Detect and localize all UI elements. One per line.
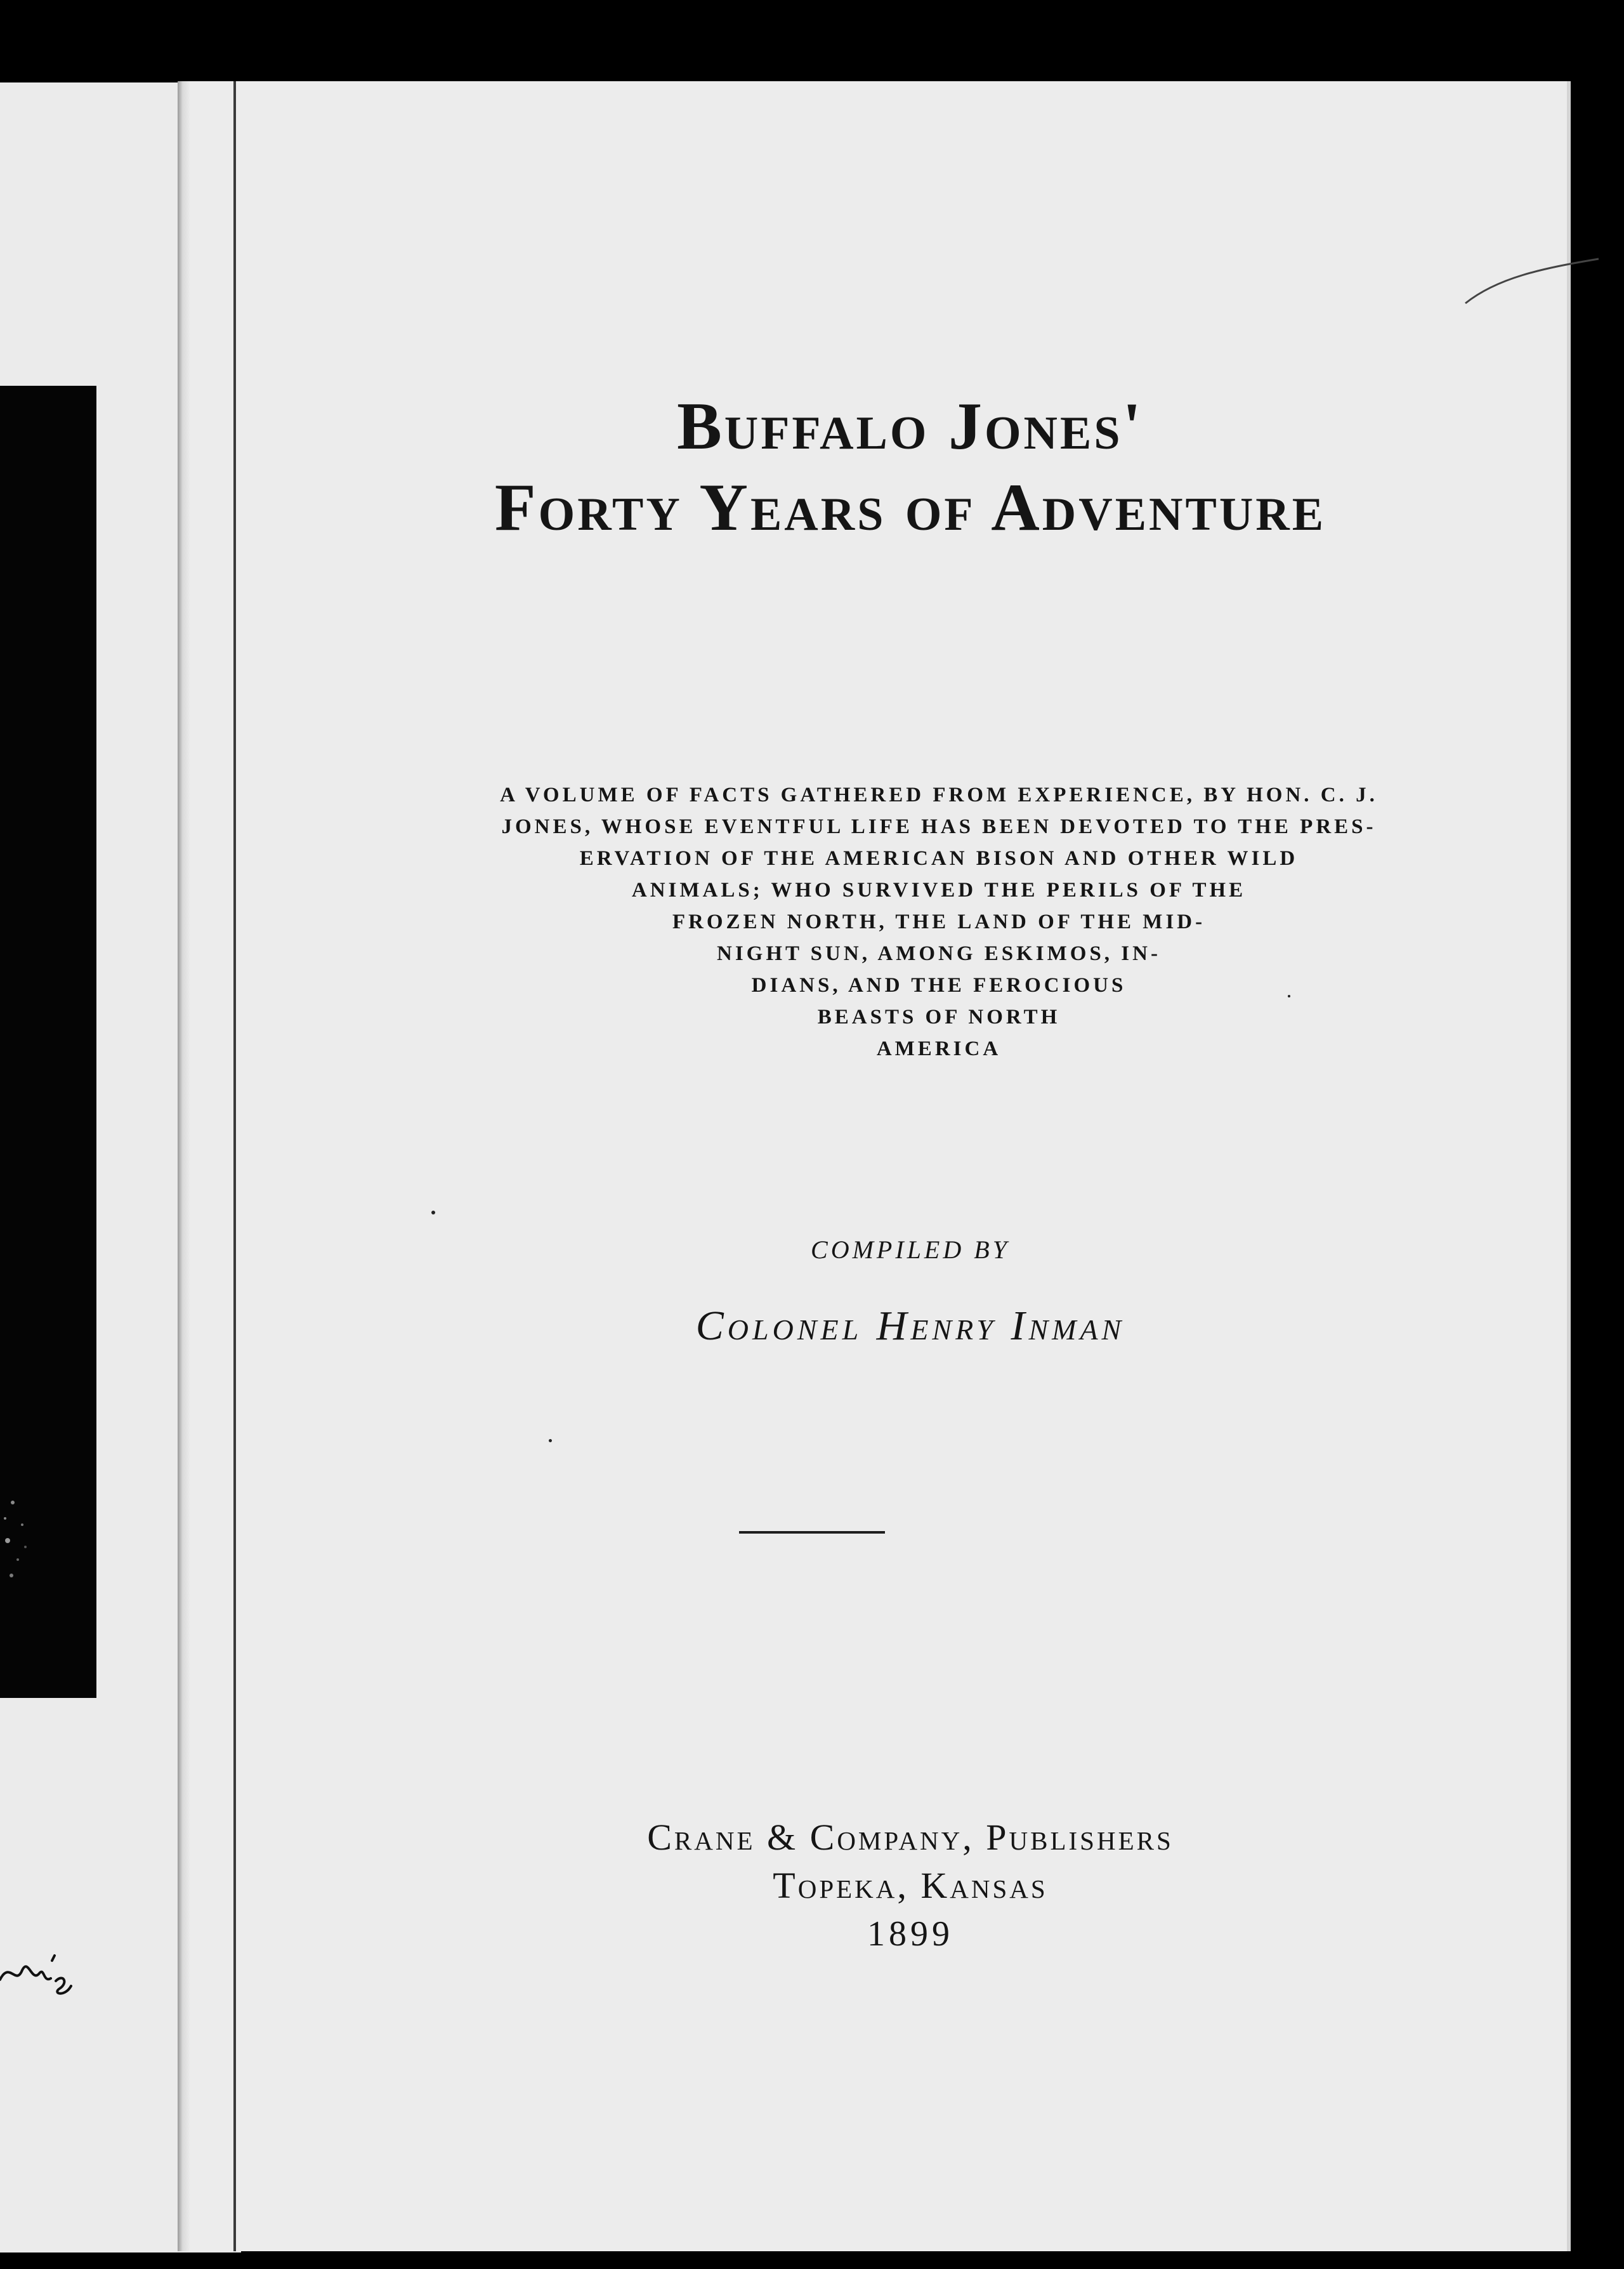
compiled-by-label: COMPILED BY — [811, 1235, 1010, 1264]
title-line-2: Forty Years of Adventure — [494, 470, 1326, 544]
title-page — [178, 81, 1567, 2251]
compiler-name: Colonel Henry Inman — [695, 1303, 1125, 1349]
horizontal-rule — [739, 1531, 885, 1534]
book-title — [216, 386, 1605, 548]
publication-place: Topeka, Kansas — [773, 1865, 1048, 1906]
subtitle-line: BEASTS OF NORTH — [817, 1006, 1061, 1029]
subtitle-line: A VOLUME OF FACTS GATHERED FROM EXPERIENCE, BY HON. C. J. — [500, 784, 1378, 806]
publisher: Crane & Company, Publishers — [647, 1817, 1174, 1858]
subtitle-line: AMERICA — [876, 1037, 1002, 1060]
subtitle-line: JONES, WHOSE EVENTFUL LIFE HAS BEEN DEVOTED TO THE PRES- — [501, 815, 1377, 838]
dust-speck — [549, 1439, 552, 1442]
publication-year: 1899 — [867, 1914, 953, 1954]
subtitle-block — [406, 779, 1472, 1065]
frontispiece-plate — [0, 386, 96, 1698]
title-line-1: Buffalo Jones' — [677, 389, 1144, 463]
subtitle-line: FROZEN NORTH, THE LAND OF THE MID- — [672, 911, 1206, 933]
subtitle-line: DIANS, AND THE FEROCIOUS — [751, 974, 1127, 997]
gutter-shadow — [178, 81, 190, 2251]
dust-speck — [431, 1211, 435, 1214]
subtitle-line: ANIMALS; WHO SURVIVED THE PERILS OF THE — [631, 879, 1247, 902]
subtitle-line: NIGHT SUN, AMONG ESKIMOS, IN- — [717, 942, 1161, 965]
subtitle-line: ERVATION OF THE AMERICAN BISON AND OTHER WILD — [579, 847, 1299, 870]
page-corner-curl — [1459, 253, 1605, 310]
plate-texture — [0, 1464, 95, 1655]
dust-speck — [1288, 995, 1290, 997]
handwritten-inscription — [0, 1923, 76, 2005]
